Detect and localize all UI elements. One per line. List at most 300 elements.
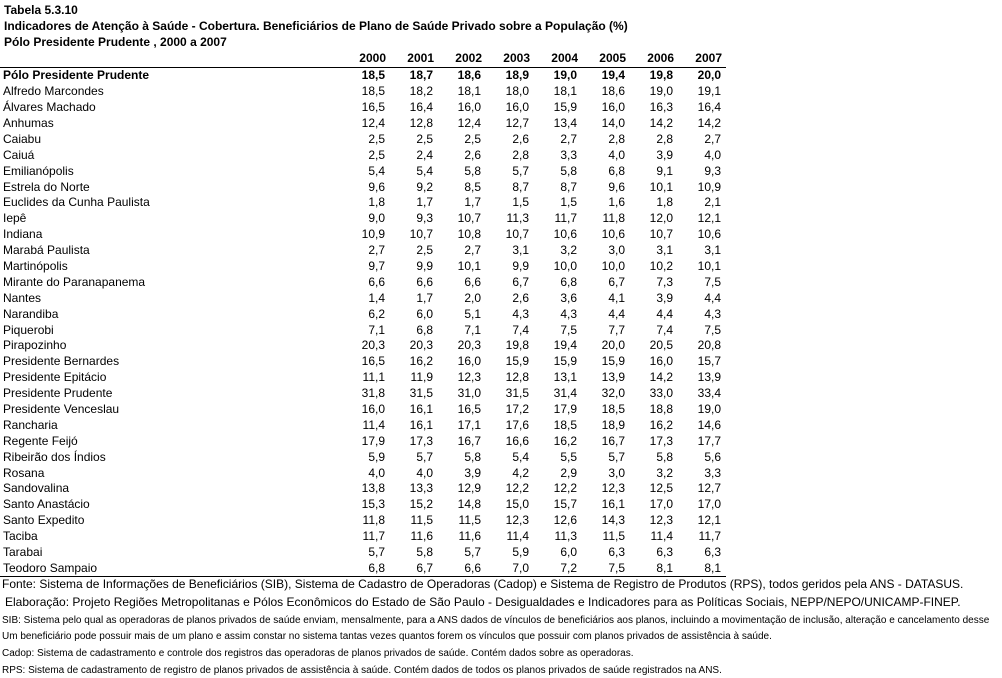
municipality-name: Piquerobi	[3, 322, 54, 337]
table-row	[0, 354, 726, 370]
value-cell: 5,7	[368, 545, 385, 560]
value-cell: 1,7	[416, 195, 433, 210]
value-cell: 5,1	[464, 306, 481, 321]
value-cell: 5,7	[608, 449, 625, 464]
sib-note: SIB: Sistema pelo qual as operadoras de planos privados de saúde enviam, mensalmente, para a ANS dados de vínculos de beneficiários aos planos, incluindo a movimentação de inclusão, alteração e cancelamento desse	[2, 615, 990, 626]
year-header-row	[0, 51, 726, 67]
value-cell: 14,8	[457, 497, 481, 512]
value-cell: 3,2	[656, 465, 673, 480]
table-row	[0, 116, 726, 132]
elaboration-note: Elaboração: Projeto Regiões Metropolitanas e Pólos Econômicos do Estado de São Paulo - Desigualdades e Indicadores para as Políticas Sociais, NEPP/NEPO/UNICAMP-FINEP.	[5, 595, 961, 609]
value-cell: 12,3	[649, 513, 673, 528]
value-cell: 17,1	[457, 417, 481, 432]
value-cell: 11,9	[410, 370, 433, 385]
table-row	[0, 417, 726, 433]
value-cell: 6,3	[704, 545, 721, 560]
value-cell: 5,8	[416, 545, 433, 560]
value-cell: 6,7	[390, 561, 438, 577]
value-cell: 17,9	[361, 433, 385, 448]
value-cell: 10,7	[649, 227, 673, 242]
value-cell: 11,5	[410, 513, 433, 528]
value-cell: 19,0	[553, 68, 577, 83]
value-cell: 16,5	[361, 354, 385, 369]
table-row	[0, 163, 726, 179]
value-cell: 11,7	[698, 529, 721, 544]
value-cell: 12,8	[409, 116, 433, 130]
table-row	[0, 370, 726, 386]
value-cell: 9,3	[416, 211, 433, 226]
value-cell: 12,8	[505, 370, 529, 385]
value-cell: 2,5	[368, 131, 385, 146]
coverage-table	[0, 51, 726, 577]
value-cell: 16,2	[649, 417, 673, 432]
value-cell: 12,7	[697, 481, 721, 496]
municipality-name: Pólo Presidente Prudente	[3, 68, 150, 83]
value-cell: 10,8	[457, 227, 481, 242]
table-row	[0, 131, 726, 147]
value-cell: 12,4	[457, 116, 481, 130]
value-cell: 5,8	[560, 163, 577, 178]
value-cell: 4,0	[608, 147, 625, 162]
value-cell: 10,7	[409, 227, 433, 242]
value-cell: 6,8	[560, 274, 577, 289]
value-cell: 15,9	[505, 354, 529, 369]
value-cell: 4,0	[704, 147, 721, 162]
value-cell: 20,8	[697, 338, 721, 353]
table-row	[0, 274, 726, 290]
value-cell: 3,1	[512, 243, 529, 258]
value-cell: 7,7	[608, 322, 625, 337]
value-cell: 16,7	[601, 433, 625, 448]
value-cell: 31,5	[409, 386, 433, 401]
value-cell: 4,3	[560, 306, 577, 321]
table-row	[0, 322, 726, 338]
table-row	[0, 545, 726, 561]
value-cell: 9,3	[704, 163, 721, 178]
value-cell: 16,5	[361, 100, 385, 115]
value-cell: 11,5	[602, 529, 625, 544]
value-cell: 4,1	[608, 290, 625, 305]
value-cell: 12,4	[361, 116, 385, 130]
value-cell: 3,9	[464, 465, 481, 480]
value-cell: 8,1	[678, 561, 726, 577]
value-cell: 1,4	[368, 290, 385, 305]
value-cell: 18,9	[601, 417, 625, 432]
value-cell: 18,5	[553, 417, 577, 432]
value-cell: 16,1	[409, 402, 433, 417]
value-cell: 14,6	[697, 417, 721, 432]
value-cell: 10,1	[697, 259, 721, 274]
year-header-2000: 2000	[345, 51, 390, 67]
value-cell: 31,4	[553, 386, 577, 401]
value-cell: 16,0	[457, 354, 481, 369]
year-header-2002: 2002	[438, 51, 486, 67]
municipality-name: Rosana	[3, 465, 45, 480]
value-cell: 5,9	[512, 545, 529, 560]
table-body	[0, 67, 726, 577]
table-title: Indicadores de Atenção à Saúde - Cobertura. Beneficiários de Plano de Saúde Privado sobre a População (%)	[4, 19, 628, 33]
municipality-name: Presidente Bernardes	[3, 354, 120, 369]
value-cell: 12,3	[505, 513, 529, 528]
value-cell: 9,7	[368, 259, 385, 274]
municipality-name: Álvares Machado	[3, 100, 96, 115]
value-cell: 14,3	[601, 513, 625, 528]
value-cell: 3,2	[560, 243, 577, 258]
municipality-name: Estrela do Norte	[3, 179, 90, 194]
value-cell: 16,6	[505, 433, 529, 448]
municipality-name: Martinópolis	[3, 259, 68, 274]
value-cell: 18,6	[601, 84, 625, 99]
value-cell: 6,7	[512, 274, 529, 289]
header-blank-cell	[0, 51, 345, 67]
value-cell: 19,0	[697, 402, 721, 417]
table-row	[0, 227, 726, 243]
municipality-name: Sandovalina	[3, 481, 70, 496]
value-cell: 2,5	[464, 131, 481, 146]
value-cell: 12,2	[505, 481, 529, 496]
municipality-name: Presidente Venceslau	[3, 402, 120, 417]
value-cell: 9,9	[416, 259, 433, 274]
table-subtitle: Pólo Presidente Prudente , 2000 a 2007	[4, 35, 227, 49]
value-cell: 1,7	[416, 290, 433, 305]
value-cell: 7,5	[582, 561, 630, 577]
value-cell: 5,4	[416, 163, 433, 178]
value-cell: 2,5	[416, 131, 433, 146]
municipality-name: Indiana	[3, 227, 43, 242]
value-cell: 11,1	[362, 370, 385, 385]
value-cell: 10,1	[649, 179, 673, 194]
value-cell: 2,6	[512, 290, 529, 305]
value-cell: 12,7	[505, 116, 529, 130]
value-cell: 15,7	[553, 497, 577, 512]
value-cell: 19,1	[697, 84, 721, 99]
value-cell: 11,4	[506, 529, 529, 544]
value-cell: 31,8	[361, 386, 385, 401]
value-cell: 8,7	[560, 179, 577, 194]
value-cell: 5,7	[512, 163, 529, 178]
value-cell: 12,2	[553, 481, 577, 496]
value-cell: 7,5	[704, 322, 721, 337]
table-row	[0, 243, 726, 259]
source-note: Fonte: Sistema de Informações de Beneficiários (SIB), Sistema de Cadastro de Operadoras (Cadop) e Sistema de Registro de Produtos (RPS), todos geridos pela ANS - DATASUS.	[2, 577, 964, 591]
municipality-name: Regente Feijó	[3, 433, 78, 448]
value-cell: 12,1	[697, 513, 721, 528]
value-cell: 19,8	[649, 68, 673, 83]
value-cell: 9,6	[608, 179, 625, 194]
value-cell: 12,5	[649, 481, 673, 496]
value-cell: 15,0	[505, 497, 529, 512]
table-row	[0, 290, 726, 306]
value-cell: 13,8	[361, 481, 385, 496]
rps-note: RPS: Sistema de cadastramento de registro de planos privados de assistência à saúde. Contém dados de todos os planos privados de saúde registrados na ANS.	[2, 665, 722, 676]
value-cell: 13,1	[553, 370, 577, 385]
value-cell: 7,4	[512, 322, 529, 337]
table-row	[0, 481, 726, 497]
value-cell: 7,3	[656, 274, 673, 289]
value-cell: 10,9	[361, 227, 385, 242]
value-cell: 11,8	[362, 513, 385, 528]
value-cell: 6,0	[560, 545, 577, 560]
table-row	[0, 259, 726, 275]
value-cell: 6,8	[345, 561, 390, 577]
value-cell: 6,3	[656, 545, 673, 560]
value-cell: 3,0	[608, 243, 625, 258]
municipality-name: Ribeirão dos Índios	[3, 449, 106, 464]
value-cell: 1,7	[464, 195, 481, 210]
year-header-2001: 2001	[390, 51, 438, 67]
value-cell: 10,0	[601, 259, 625, 274]
value-cell: 6,7	[608, 274, 625, 289]
value-cell: 18,7	[409, 68, 433, 83]
value-cell: 16,3	[649, 100, 673, 115]
value-cell: 11,5	[458, 513, 481, 528]
value-cell: 7,5	[704, 274, 721, 289]
value-cell: 9,1	[656, 163, 673, 178]
value-cell: 2,8	[512, 147, 529, 162]
value-cell: 11,6	[458, 529, 481, 544]
value-cell: 2,7	[368, 243, 385, 258]
value-cell: 8,1	[630, 561, 678, 577]
municipality-name: Marabá Paulista	[3, 243, 90, 258]
value-cell: 12,6	[553, 513, 577, 528]
value-cell: 2,6	[464, 147, 481, 162]
value-cell: 4,0	[368, 465, 385, 480]
value-cell: 6,8	[416, 322, 433, 337]
value-cell: 20,3	[457, 338, 481, 353]
beneficiary-note: Um beneficiário pode possuir mais de um plano e assim constar no sistema tantas vezes quantos forem os vínculos que possuir com planos privados de assistência à saúde.	[2, 631, 772, 642]
value-cell: 6,6	[438, 561, 486, 577]
value-cell: 10,7	[457, 211, 481, 226]
value-cell: 19,4	[601, 68, 625, 83]
value-cell: 5,4	[512, 449, 529, 464]
value-cell: 9,9	[512, 259, 529, 274]
value-cell: 16,0	[505, 100, 529, 115]
value-cell: 6,3	[608, 545, 625, 560]
value-cell: 1,5	[512, 195, 529, 210]
table-row	[0, 306, 726, 322]
value-cell: 10,6	[697, 227, 721, 242]
table-row	[0, 100, 726, 116]
value-cell: 17,0	[649, 497, 673, 512]
value-cell: 2,8	[608, 131, 625, 146]
value-cell: 6,0	[416, 306, 433, 321]
value-cell: 2,9	[560, 465, 577, 480]
value-cell: 11,3	[506, 211, 529, 226]
municipality-name: Narandiba	[3, 306, 59, 321]
value-cell: 17,7	[697, 433, 721, 448]
value-cell: 5,8	[464, 163, 481, 178]
year-header-2007: 2007	[678, 51, 726, 67]
value-cell: 2,7	[560, 131, 577, 146]
value-cell: 14,2	[649, 370, 673, 385]
value-cell: 10,9	[697, 179, 721, 194]
municipality-name: Santo Expedito	[3, 513, 85, 528]
value-cell: 16,0	[649, 354, 673, 369]
value-cell: 11,7	[362, 529, 385, 544]
table-row	[0, 513, 726, 529]
value-cell: 16,2	[409, 354, 433, 369]
value-cell: 13,4	[553, 116, 577, 130]
municipality-name: Caiabu	[3, 131, 42, 146]
value-cell: 19,4	[553, 338, 577, 353]
value-cell: 12,9	[457, 481, 481, 496]
value-cell: 14,0	[601, 116, 625, 130]
value-cell: 5,6	[704, 449, 721, 464]
value-cell: 3,9	[656, 290, 673, 305]
value-cell: 4,4	[704, 290, 721, 305]
value-cell: 18,5	[361, 84, 385, 99]
value-cell: 5,9	[368, 449, 385, 464]
value-cell: 6,6	[368, 274, 385, 289]
value-cell: 12,0	[649, 211, 673, 226]
value-cell: 3,0	[608, 465, 625, 480]
value-cell: 3,6	[560, 290, 577, 305]
value-cell: 4,3	[704, 306, 721, 321]
value-cell: 20,3	[409, 338, 433, 353]
value-cell: 15,9	[601, 354, 625, 369]
value-cell: 7,2	[534, 561, 582, 577]
municipality-name: Emilianópolis	[3, 163, 74, 178]
total-row	[0, 67, 726, 83]
value-cell: 10,7	[505, 227, 529, 242]
value-cell: 31,5	[505, 386, 529, 401]
value-cell: 20,5	[649, 338, 673, 353]
value-cell: 7,1	[368, 322, 385, 337]
table-number: Tabela 5.3.10	[4, 3, 78, 17]
value-cell: 10,0	[553, 259, 577, 274]
value-cell: 5,8	[656, 449, 673, 464]
value-cell: 16,1	[409, 417, 433, 432]
value-cell: 15,7	[697, 354, 721, 369]
municipality-name: Taciba	[3, 529, 38, 544]
value-cell: 13,3	[409, 481, 433, 496]
year-header-2004: 2004	[534, 51, 582, 67]
value-cell: 2,1	[704, 195, 721, 210]
value-cell: 7,5	[560, 322, 577, 337]
value-cell: 16,4	[697, 100, 721, 115]
table-row	[0, 84, 726, 100]
value-cell: 31,0	[457, 386, 481, 401]
value-cell: 18,1	[457, 84, 481, 99]
table-row	[0, 338, 726, 354]
value-cell: 2,4	[416, 147, 433, 162]
value-cell: 17,3	[409, 433, 433, 448]
value-cell: 10,6	[553, 227, 577, 242]
table-row	[0, 449, 726, 465]
value-cell: 20,0	[601, 338, 625, 353]
value-cell: 2,7	[464, 243, 481, 258]
value-cell: 11,8	[602, 211, 625, 226]
value-cell: 17,2	[505, 402, 529, 417]
value-cell: 18,5	[361, 68, 385, 83]
value-cell: 19,8	[505, 338, 529, 353]
value-cell: 20,3	[361, 338, 385, 353]
value-cell: 12,1	[697, 211, 721, 226]
table-row	[0, 211, 726, 227]
value-cell: 18,6	[457, 68, 481, 83]
value-cell: 18,5	[601, 402, 625, 417]
value-cell: 8,5	[464, 179, 481, 194]
value-cell: 2,5	[416, 243, 433, 258]
table-row	[0, 179, 726, 195]
value-cell: 3,9	[656, 147, 673, 162]
value-cell: 16,0	[361, 402, 385, 417]
value-cell: 5,4	[368, 163, 385, 178]
municipality-name: Tarabai	[3, 545, 43, 560]
value-cell: 2,0	[464, 290, 481, 305]
value-cell: 8,7	[512, 179, 529, 194]
municipality-name: Caiuá	[3, 147, 35, 162]
value-cell: 4,4	[656, 306, 673, 321]
value-cell: 33,4	[697, 386, 721, 401]
value-cell: 16,0	[457, 100, 481, 115]
value-cell: 5,5	[560, 449, 577, 464]
value-cell: 12,3	[457, 370, 481, 385]
municipality-name: Santo Anastácio	[3, 497, 90, 512]
value-cell: 2,8	[656, 131, 673, 146]
value-cell: 14,2	[697, 116, 721, 130]
municipality-name: Iepê	[3, 211, 27, 226]
value-cell: 9,6	[368, 179, 385, 194]
value-cell: 5,8	[464, 449, 481, 464]
value-cell: 4,0	[416, 465, 433, 480]
value-cell: 19,0	[649, 84, 673, 99]
value-cell: 9,2	[416, 179, 433, 194]
table-row	[0, 529, 726, 545]
value-cell: 20,0	[697, 68, 721, 83]
value-cell: 4,3	[512, 306, 529, 321]
municipality-name: Presidente Prudente	[3, 386, 113, 401]
value-cell: 6,8	[608, 163, 625, 178]
value-cell: 15,9	[553, 100, 577, 115]
value-cell: 2,6	[512, 131, 529, 146]
value-cell: 7,0	[486, 561, 534, 577]
value-cell: 1,6	[608, 195, 625, 210]
value-cell: 7,4	[656, 322, 673, 337]
value-cell: 32,0	[601, 386, 625, 401]
value-cell: 3,3	[560, 147, 577, 162]
municipality-name: Pirapozinho	[3, 338, 67, 353]
value-cell: 12,3	[601, 481, 625, 496]
value-cell: 1,8	[368, 195, 385, 210]
value-cell: 16,5	[457, 402, 481, 417]
municipality-name: Anhumas	[3, 116, 54, 130]
value-cell: 15,2	[409, 497, 433, 512]
value-cell: 1,8	[656, 195, 673, 210]
year-header-2003: 2003	[486, 51, 534, 67]
value-cell: 13,9	[697, 370, 721, 385]
value-cell: 4,2	[512, 465, 529, 480]
value-cell: 10,2	[649, 259, 673, 274]
value-cell: 11,4	[362, 417, 385, 432]
value-cell: 6,6	[464, 274, 481, 289]
value-cell: 2,7	[704, 131, 721, 146]
value-cell: 11,6	[410, 529, 433, 544]
value-cell: 6,6	[416, 274, 433, 289]
value-cell: 7,1	[464, 322, 481, 337]
municipality-name: Mirante do Paranapanema	[3, 274, 146, 289]
value-cell: 18,0	[505, 84, 529, 99]
value-cell: 3,1	[656, 243, 673, 258]
value-cell: 9,0	[368, 211, 385, 226]
value-cell: 18,9	[505, 68, 529, 83]
table-row	[0, 147, 726, 163]
municipality-name: Alfredo Marcondes	[3, 84, 104, 99]
value-cell: 13,9	[601, 370, 625, 385]
table-row	[0, 497, 726, 513]
municipality-name: Presidente Epitácio	[3, 370, 107, 385]
value-cell: 5,7	[416, 449, 433, 464]
